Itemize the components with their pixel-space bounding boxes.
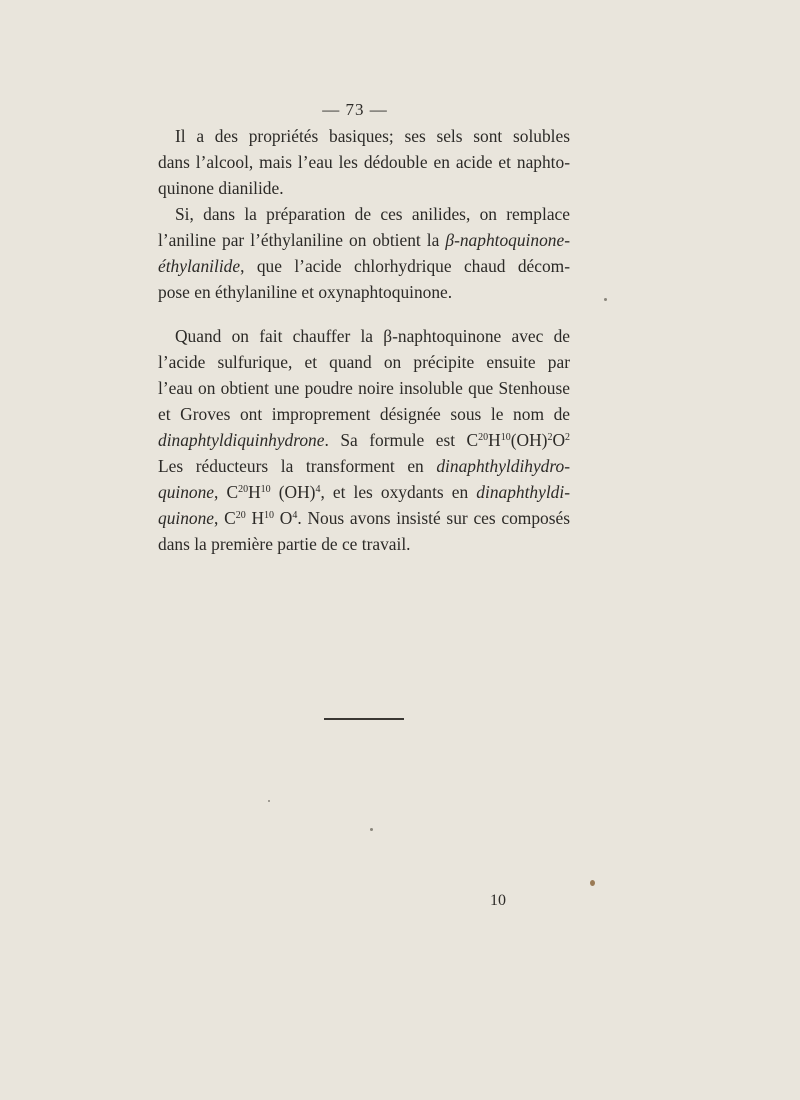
text-line: Si, dans la préparation de ces anilides, on remplace <box>175 204 570 224</box>
text-run: H <box>245 508 265 528</box>
italic-term: éthylanilide <box>158 256 241 276</box>
text-line: Il a des propriétés basiques; ses sels sont solubles <box>175 126 570 146</box>
text-run: , que l’acide chlorhydrique chaud décom- <box>240 256 570 276</box>
text-run: , C <box>214 482 239 502</box>
superscript: 4 <box>315 484 321 495</box>
text-line: l’eau on obtient une poudre noire insoluble que Stenhouse <box>158 378 570 398</box>
text-line: l’acide sulfurique, et quand on précipite ensuite par <box>158 352 570 372</box>
text-line: quinone dianilide. <box>158 178 284 198</box>
paper-speck <box>604 298 607 301</box>
text-line <box>158 227 570 253</box>
superscript: 20 <box>235 510 246 521</box>
text-line: pose en éthylaniline et oxynaphtoquinone. <box>158 282 453 302</box>
text-run: l’aniline par l’éthylaniline on obtient la <box>158 230 446 250</box>
text-run: . Sa formule est C <box>324 430 479 450</box>
superscript: 10 <box>264 510 275 521</box>
signature-mark: 10 <box>490 892 506 909</box>
italic-term: dinaphtyldiquinhydrone <box>158 430 325 450</box>
text-run: O <box>552 430 565 450</box>
italic-term: quinone <box>158 508 215 528</box>
text-line <box>158 253 570 279</box>
text-line: Quand on fait chauffer la β-naphtoquinone avec de <box>175 326 570 346</box>
superscript: 10 <box>260 484 271 495</box>
text-run: Les réducteurs la transforment en <box>158 456 437 476</box>
page-number: — 73 — <box>322 100 388 119</box>
italic-term: dinaphthyldi- <box>476 482 571 502</box>
paper-speck <box>370 828 373 831</box>
superscript: 2 <box>565 432 570 443</box>
text-run: O <box>274 508 293 528</box>
paper-speck <box>268 800 270 802</box>
text-line <box>158 427 570 453</box>
italic-term: quinone <box>158 482 215 502</box>
text-run: (OH) <box>270 482 316 502</box>
paper-speck <box>590 880 595 886</box>
text-run: H <box>248 482 261 502</box>
text-run: . Nous avons insisté sur ces composés <box>297 508 570 528</box>
italic-term: β-naphtoquinone- <box>445 230 570 250</box>
text-line <box>158 479 570 505</box>
paragraph-1 <box>158 123 570 201</box>
text-run: H <box>488 430 501 450</box>
superscript: 10 <box>500 432 511 443</box>
superscript: 20 <box>478 432 489 443</box>
section-divider <box>324 718 404 720</box>
text-line <box>158 505 570 531</box>
superscript: 2 <box>547 432 553 443</box>
italic-term: dinaphthyldihydro- <box>436 456 570 476</box>
text-run: , et les oxydants en <box>320 482 477 502</box>
paragraph-3 <box>158 323 570 557</box>
superscript: 4 <box>292 510 298 521</box>
text-line <box>158 453 570 479</box>
superscript: 20 <box>238 484 249 495</box>
text-line: dans la première partie de ce travail. <box>158 534 411 554</box>
text-run: , C <box>214 508 236 528</box>
text-run: (OH) <box>510 430 548 450</box>
paragraph-2 <box>158 201 570 305</box>
text-line: dans l’alcool, mais l’eau les dédouble en acide et naphto- <box>158 152 570 172</box>
text-line: et Groves ont improprement désignée sous le nom de <box>158 404 570 424</box>
